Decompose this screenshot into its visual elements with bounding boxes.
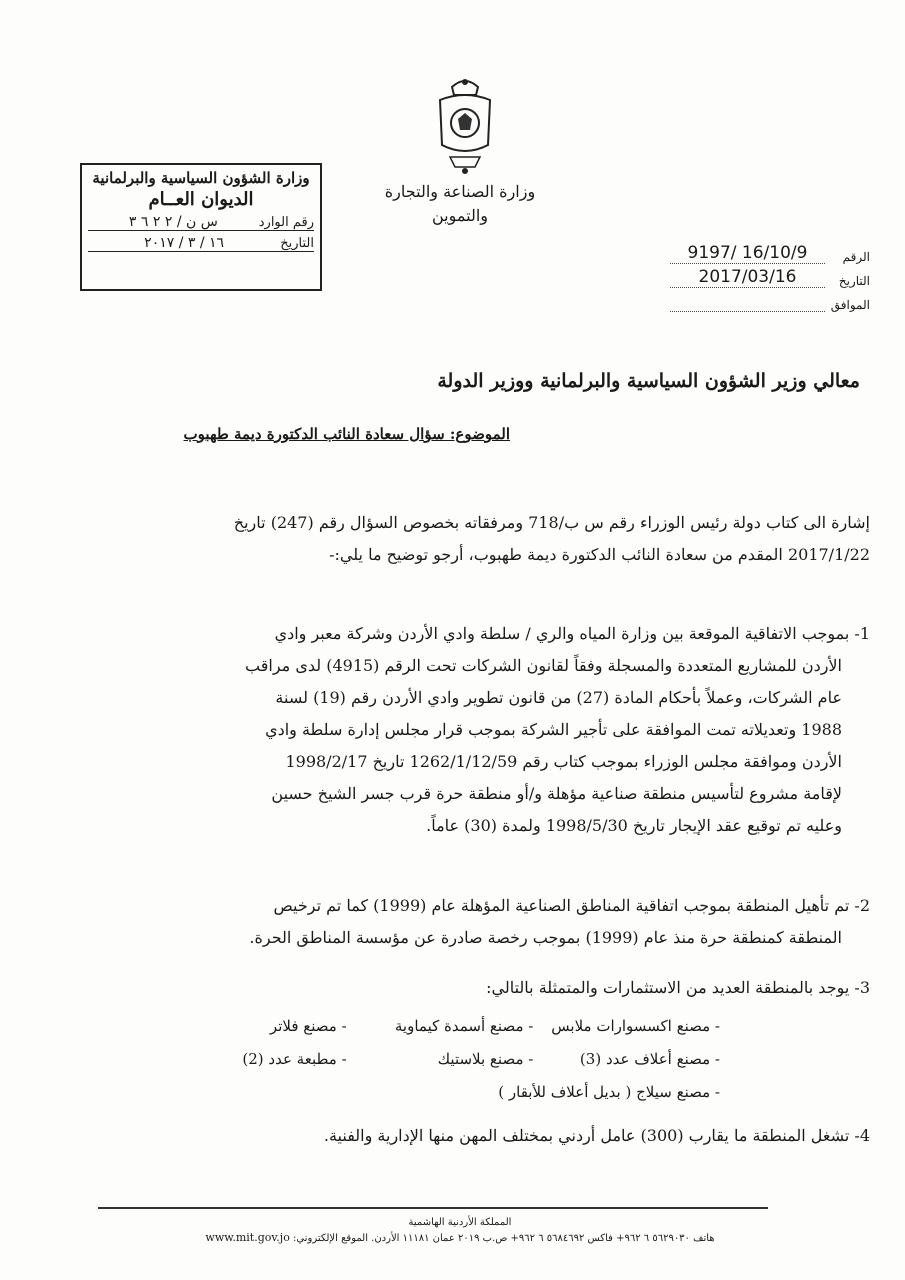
text-line: 3- يوجد بالمنطقة العديد من الاستثمارات والمتمثلة بالتالي: (486, 978, 870, 997)
footer-country: المملكة الأردنية الهاشمية (408, 1217, 512, 1228)
jordan-coat-of-arms-logo (430, 75, 500, 175)
text-line: الأردن وموافقة مجلس الوزراء بموجب كتاب رقم 1262/1/12/59 تاريخ 1998/2/17 (285, 752, 842, 771)
list-item: - مطبعة عدد (2) (242, 1050, 347, 1068)
text-line: 2- تم تأهيل المنطقة بموجب اتفاقية المناطق الصناعية المؤهلة عام (1999) كما تم ترخيص (273, 896, 870, 915)
addressee: معالي وزير الشؤون السياسية والبرلمانية ووزير الدولة (437, 370, 860, 392)
point-2 (90, 890, 870, 954)
text-line: 1- بموجب الاتفاقية الموقعة بين وزارة المياه والري / سلطة وادي الأردن وشركة معبر وادي (274, 624, 870, 643)
incoming-stamp (80, 163, 322, 291)
text-line: المنطقة كمنطقة حرة منذ عام (1999) بموجب رخصة صادرة عن مؤسسة المناطق الحرة. (249, 928, 842, 947)
footer-divider (98, 1207, 768, 1209)
stamp-department: الديوان العــام (148, 189, 254, 210)
text-line: وعليه تم توقيع عقد الإيجار تاريخ 1998/5/30 ولمدة (30) عاماً. (426, 816, 842, 835)
text-line: 1988 وتعديلاته تمت الموافقة على تأجير الشركة بموجب قرار مجلس إدارة سلطة وادي (265, 720, 842, 739)
stamp-date-row (88, 235, 314, 252)
text-line: الأردن للمشاريع المتعددة والمسجلة وفقاً لقانون الشركات تحت الرقم (4915) لدى مراقب (245, 656, 842, 675)
stamp-ministry: وزارة الشؤون السياسية والبرلمانية (92, 169, 310, 187)
stamp-incoming-row (88, 214, 314, 231)
text-line: لإقامة مشروع لتأسيس منطقة صناعية مؤهلة و/أو منطقة حرة قرب جسر الشيخ حسين (271, 784, 842, 803)
date-label: التاريخ (838, 274, 870, 288)
list-item: - مصنع أسمدة كيماوية (394, 1017, 534, 1035)
point-1 (90, 618, 870, 842)
list-row (160, 1010, 720, 1043)
text-line: 2017/1/22 المقدم من سعادة النائب الدكتورة ديمة طهبوب، أرجو توضيح ما يلي:- (329, 545, 870, 564)
ref-value: 9197/ 16/10/9 (670, 243, 825, 264)
list-row (160, 1043, 720, 1076)
ministry-line-2: والتموين (431, 206, 489, 225)
point-3-list (160, 1010, 720, 1109)
footer-contact: هاتف ٥٦٢٩٠٣٠ ٦ ٩٦٢+ فاكس ٥٦٨٤٦٩٢ ٦ ٩٦٢+ ص.ب ٢٠١٩ عمان ١١١٨١ الأردن. الموقع الإلكتروني: (293, 1233, 715, 1244)
subject: الموضوع: سؤال سعادة النائب الدكتورة ديمة طهبوب (183, 425, 510, 443)
ministry-line-1: وزارة الصناعة والتجارة (384, 182, 536, 201)
list-item: - مصنع سيلاج ( بديل أعلاف للأبقار ) (498, 1083, 720, 1101)
text-line: 4- تشغل المنطقة ما يقارب (300) عامل أردني بمختلف المهن منها الإدارية والفنية. (323, 1126, 870, 1145)
date-value: 2017/03/16 (670, 267, 825, 288)
corresponding-label: الموافق (830, 298, 870, 312)
reference-block (670, 240, 870, 312)
stamp-incoming-value: س ن / ٢ ٢ ٦ ٣ (128, 214, 218, 230)
list-item: - مصنع اكسسوارات ملابس (551, 1017, 720, 1035)
list-item: - مصنع بلاستيك (437, 1050, 534, 1068)
footer (160, 1215, 760, 1246)
point-3-intro (90, 972, 870, 1004)
intro-paragraph (90, 507, 870, 571)
list-item: - مصنع أعلاف عدد (3) (579, 1050, 720, 1068)
stamp-date-value: ١٦ / ٣ / ٢٠١٧ (144, 235, 225, 251)
list-row (160, 1076, 720, 1109)
ref-label: الرقم (842, 250, 870, 264)
point-4 (90, 1120, 870, 1152)
corresponding-value (670, 291, 825, 312)
ministry-name (380, 180, 540, 228)
footer-website-link[interactable]: www.mit.gov.jo (205, 1231, 290, 1244)
stamp-incoming-label: رقم الوارد (258, 215, 314, 230)
text-line: عام الشركات، وعملاً بأحكام المادة (27) من قانون تطوير وادي الأردن رقم (19) لسنة (275, 688, 842, 707)
text-line: إشارة الى كتاب دولة رئيس الوزراء رقم س ب/718 ومرفقاته بخصوص السؤال رقم (247) تاريخ (233, 513, 870, 532)
list-item: - مصنع فلاتر (269, 1017, 347, 1035)
stamp-date-label: التاريخ (280, 236, 314, 251)
